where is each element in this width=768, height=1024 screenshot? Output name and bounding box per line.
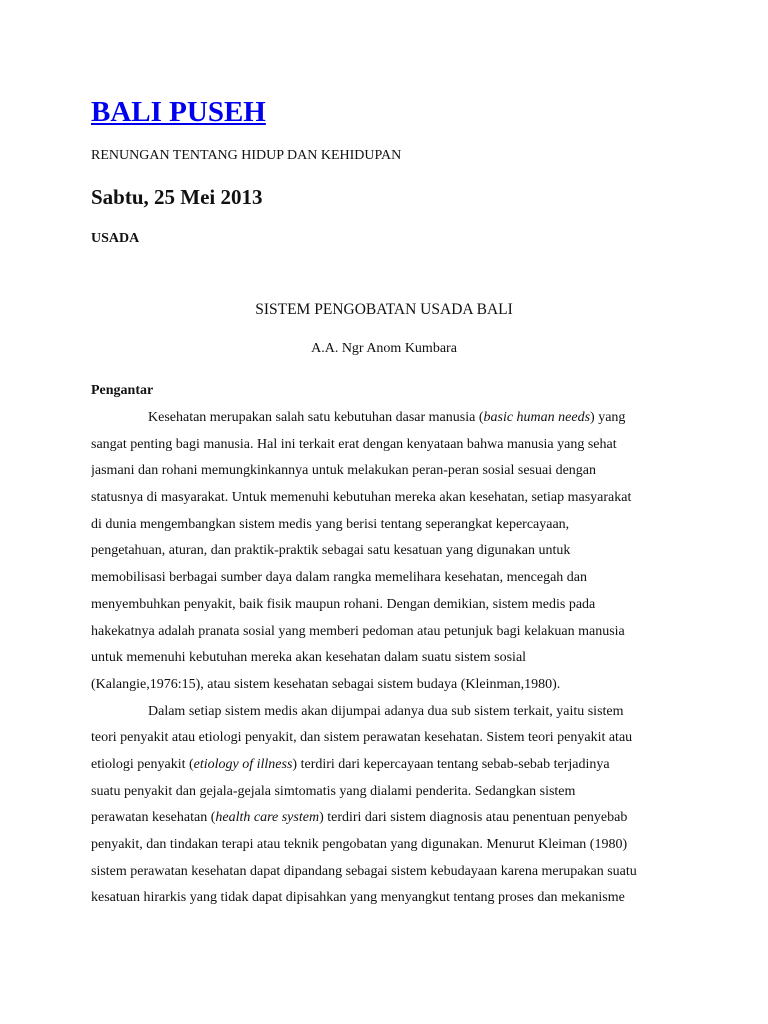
text-segment: ) terdiri dari kepercayaan tentang sebab-sebab terjadinya bbox=[292, 756, 610, 772]
body-line bbox=[91, 752, 677, 779]
body-line bbox=[91, 779, 677, 806]
text-segment: pengetahuan, aturan, dan praktik-praktik sebagai satu kesatuan yang digunakan untuk bbox=[91, 543, 571, 559]
text-segment: jasmani dan rohani memungkinkannya untuk melakukan peran-peran sosial sesuai dengan bbox=[91, 463, 597, 479]
text-segment: ) yang bbox=[590, 410, 626, 425]
body-line bbox=[91, 645, 677, 672]
body-line bbox=[91, 699, 677, 726]
body-line bbox=[91, 432, 677, 459]
text-segment: (Kalangie,1976:15), atau sistem kesehatan sebagai sistem budaya (Kleinman,1980). bbox=[91, 676, 561, 692]
blog-description: RENUNGAN TENTANG HIDUP DAN KEHIDUPAN bbox=[91, 148, 402, 163]
body-line bbox=[91, 405, 677, 432]
italic-term: basic human needs bbox=[483, 410, 591, 425]
text-segment: hakekatnya adalah pranata sosial yang memberi pedoman atau petunjuk bagi kelakuan manusia bbox=[91, 623, 625, 639]
article-body bbox=[91, 405, 677, 912]
text-segment: Dalam setiap sistem medis akan dijumpai adanya dua sub sistem terkait, yaitu sistem bbox=[148, 703, 624, 719]
text-segment: ) terdiri dari sistem diagnosis atau penentuan penyebab bbox=[319, 810, 628, 826]
body-line bbox=[91, 565, 677, 592]
body-line bbox=[91, 832, 677, 859]
body-line bbox=[91, 538, 677, 565]
text-segment: untuk memenuhi kebutuhan mereka akan kesehatan dalam suatu sistem sosial bbox=[91, 650, 527, 666]
article-author: A.A. Ngr Anom Kumbara bbox=[311, 341, 457, 356]
section-heading: Pengantar bbox=[91, 383, 154, 398]
text-segment: perawatan kesehatan ( bbox=[91, 810, 216, 826]
body-line bbox=[91, 619, 677, 646]
post-label: USADA bbox=[91, 231, 140, 246]
body-line bbox=[91, 805, 677, 832]
text-segment: sangat penting bagi manusia. Hal ini terkait erat dengan kenyataan bahwa manusia yang sehat bbox=[91, 436, 617, 452]
text-segment: statusnya di masyarakat. Untuk memenuhi kebutuhan mereka akan kesehatan, setiap masyarakat bbox=[91, 490, 632, 506]
italic-term: etiology of illness bbox=[193, 756, 293, 772]
body-line bbox=[91, 672, 677, 699]
body-line bbox=[91, 592, 677, 619]
body-line bbox=[91, 725, 677, 752]
article-title: SISTEM PENGOBATAN USADA BALI bbox=[255, 301, 513, 318]
text-segment: penyakit, dan tindakan terapi atau teknik pengobatan yang digunakan. Menurut Kleiman (1980) bbox=[91, 837, 628, 852]
italic-term: health care system bbox=[215, 810, 320, 826]
blog-title-link[interactable]: BALI PUSEH bbox=[91, 96, 266, 128]
body-line bbox=[91, 485, 677, 512]
body-line bbox=[91, 512, 677, 539]
text-segment: di dunia mengembangkan sistem medis yang berisi tentang seperangkat kepercayaan, bbox=[91, 516, 570, 532]
blog-title bbox=[91, 95, 266, 129]
text-segment: kesatuan hirarkis yang tidak dapat dipisahkan yang menyangkut tentang proses dan mekanisme bbox=[91, 890, 625, 906]
text-segment: teori penyakit atau etiologi penyakit, dan sistem perawatan kesehatan. Sistem teori penyakit atau bbox=[91, 730, 633, 746]
text-segment: memobilisasi berbagai sumber daya dalam rangka memelihara kesehatan, mencegah dan bbox=[91, 570, 588, 586]
post-date: Sabtu, 25 Mei 2013 bbox=[91, 185, 263, 209]
body-line bbox=[91, 458, 677, 485]
text-segment: menyembuhkan penyakit, baik fisik maupun rohani. Dengan demikian, sistem medis pada bbox=[91, 596, 596, 612]
text-segment: Kesehatan merupakan salah satu kebutuhan dasar manusia ( bbox=[148, 410, 484, 425]
text-segment: etiologi penyakit ( bbox=[91, 756, 194, 772]
body-line bbox=[91, 885, 677, 912]
text-segment: suatu penyakit dan gejala-gejala simtomatis yang dialami penderita. Sedangkan sistem bbox=[91, 783, 576, 799]
body-line bbox=[91, 859, 677, 886]
text-segment: sistem perawatan kesehatan dapat dipandang sebagai sistem kebudayaan karena merupakan suatu bbox=[91, 863, 637, 879]
